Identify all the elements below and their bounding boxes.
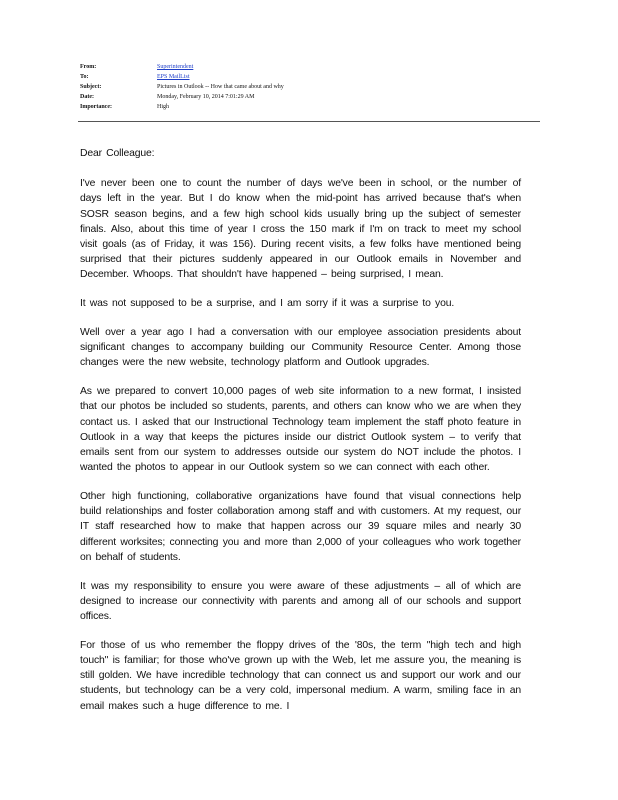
paragraph-3: Well over a year ago I had a conversation with our employee association presidents about significant changes to accompany building our Community Resource Center. Among those changes were the new website, technology platform and Outlook upgrades. bbox=[80, 327, 521, 369]
to-value-link[interactable]: EPS MailList bbox=[157, 74, 190, 80]
paragraph-5: Other high functioning, collaborative organizations have found that visual connections help build relationships and foster collaboration among staff and with customers. At my request, our IT staff researched how to make that happen across our 39 square miles and nearly 30 different worksites; connecting you and more than 2,000 of your colleagues who work together on behalf of students. bbox=[80, 491, 521, 563]
header-row-date bbox=[80, 92, 540, 102]
date-label: Date: bbox=[80, 94, 94, 100]
importance-label: Importance: bbox=[80, 104, 112, 110]
paragraph-6: It was my responsibility to ensure you were aware of these adjustments – all of which are designed to increase our connectivity with parents and among all of our schools and support offices. bbox=[80, 580, 521, 623]
importance-value: High bbox=[157, 104, 169, 110]
greeting: Dear Colleague: bbox=[80, 148, 155, 159]
paragraph-7: For those of us who remember the floppy drives of the '80s, the term "high tech and high touch" is familiar; for those who've grown up with the Web, let me assure you, the meaning is still golden. We have incredible technology that can connect us and support our work and our students, but technology can be a very cold, impersonal medium. A warm, smiling face in an email makes such a huge difference to me. I bbox=[80, 639, 521, 712]
header-row-from bbox=[80, 62, 540, 72]
paragraph-1: I've never been one to count the number of days we've been in school, or the number of days left in the year. But I do know when the mid-point has arrived because that's when SOSR season begins, and a few high school kids usually bring up the subject of semester finals. Also, about this time of year I cross the 150 mark if I'm on track to meet my school visit goals (as of Friday, it was 156). During recent visits, a few folks have mentioned being surprised that their pictures suddenly appeared in our Outlook emails in November and December. Whoops. That shouldn't have happened – being surprised, I mean. bbox=[80, 178, 521, 281]
header-row-subject bbox=[80, 82, 540, 92]
from-value-link[interactable]: Superintendent bbox=[157, 64, 194, 70]
paragraph-4: As we prepared to convert 10,000 pages of web site information to a new format, I insisted that our photos be included so students, parents, and others can know who we are when they contact us. I asked that our Instructional Technology team implement the staff photo feature in Outlook in a way that keeps the pictures inside our district Outlook system – to verify that emails sent from our system to addresses outside our system do NOT include the photos. I wanted the photos to appear in our Outlook system so we can connect with each other. bbox=[80, 386, 521, 474]
date-value: Monday, February 10, 2014 7:01:29 AM bbox=[157, 94, 255, 100]
from-label: From: bbox=[80, 64, 97, 70]
to-label: To: bbox=[80, 74, 89, 80]
email-body bbox=[80, 146, 521, 727]
header-row-to bbox=[80, 72, 540, 82]
subject-value: Pictures in Outlook -- How that came about and why bbox=[157, 84, 284, 90]
header-row-importance bbox=[80, 102, 540, 112]
subject-label: Subject: bbox=[80, 84, 102, 90]
email-header bbox=[80, 62, 540, 112]
header-divider bbox=[78, 121, 540, 122]
paragraph-2: It was not supposed to be a surprise, and I am sorry if it was a surprise to you. bbox=[80, 298, 455, 310]
